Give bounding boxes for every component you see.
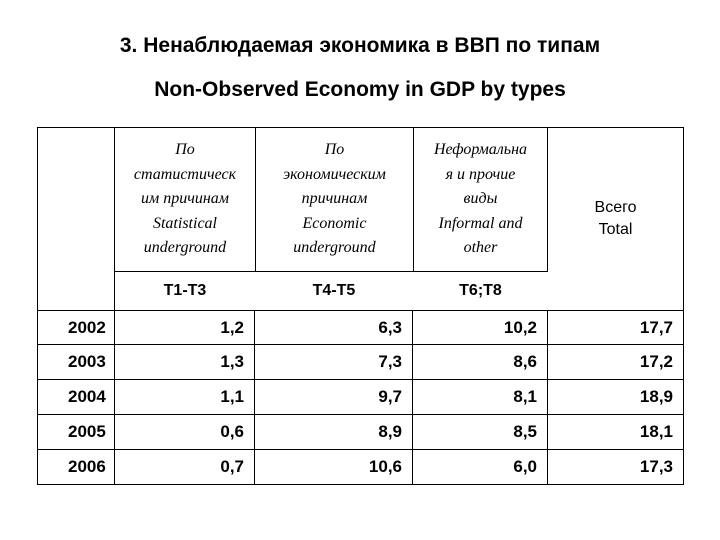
col-header-economic: По экономическим причинам Economic underground — [255, 127, 413, 272]
page-subtitle: Non-Observed Economy in GDP by types — [154, 78, 566, 101]
value-cell-total: 17,3 — [548, 450, 684, 485]
year-cell: 2003 — [37, 345, 115, 380]
year-cell: 2004 — [37, 380, 115, 415]
year-cell: 2005 — [37, 415, 115, 450]
value-cell-statistical: 0,7 — [115, 450, 255, 485]
value-cell-informal: 8,5 — [413, 415, 548, 450]
col-code-economic: Т4-Т5 — [312, 282, 356, 299]
value-cell-statistical: 0,6 — [115, 415, 255, 450]
value-cell-total: 18,1 — [548, 415, 684, 450]
value-cell-economic: 9,7 — [255, 380, 413, 415]
value-cell-informal: 8,1 — [413, 380, 548, 415]
corner-header-cell — [37, 127, 115, 310]
col-code-informal: Т6;Т8 — [459, 282, 502, 299]
col-header-total: Всего Total — [548, 127, 684, 310]
value-cell-informal: 10,2 — [413, 310, 548, 345]
year-cell: 2006 — [37, 450, 115, 485]
value-cell-economic: 6,3 — [255, 310, 413, 345]
value-cell-total: 17,7 — [548, 310, 684, 345]
value-cell-economic: 10,6 — [255, 450, 413, 485]
page-title: 3. Ненаблюдаемая экономика в ВВП по типам — [119, 34, 601, 57]
col-header-statistical: По статистическ им причинам Statistical underground — [115, 127, 255, 272]
value-cell-total: 18,9 — [548, 380, 684, 415]
value-cell-informal: 8,6 — [413, 345, 548, 380]
value-cell-statistical: 1,1 — [115, 380, 255, 415]
col-header-informal: Неформальна я и прочие виды Informal and other — [413, 127, 548, 272]
value-cell-statistical: 1,3 — [115, 345, 255, 380]
year-cell: 2002 — [37, 310, 115, 345]
value-cell-total: 17,2 — [548, 345, 684, 380]
value-cell-statistical: 1,2 — [115, 310, 255, 345]
col-code-statistical: Т1-Т3 — [163, 282, 207, 299]
value-cell-informal: 6,0 — [413, 450, 548, 485]
value-cell-economic: 7,3 — [255, 345, 413, 380]
value-cell-economic: 8,9 — [255, 415, 413, 450]
